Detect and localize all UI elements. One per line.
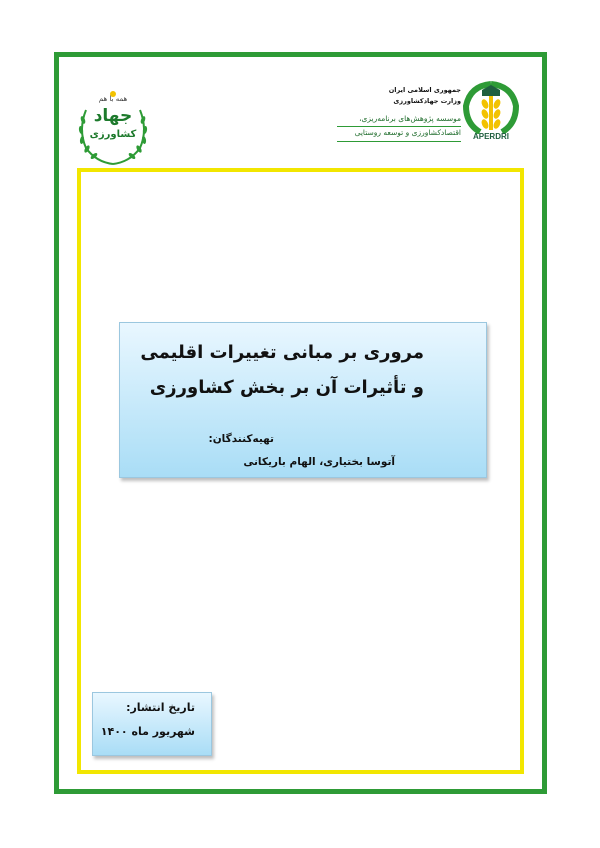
country-name: جمهوری اسلامی ایران: [388, 86, 461, 94]
publication-date-box: [92, 692, 212, 756]
institute-name-line1: موسسه پژوهش‌های برنامه‌ریزی،: [359, 114, 461, 123]
jahad-keshavarzi-logo: [72, 86, 154, 168]
report-title-line2: و تأثیرات آن بر بخش کشاورزی: [149, 377, 424, 398]
ministry-name: وزارت جهادکشاورزی: [393, 97, 461, 105]
aperdri-emblem-icon: [460, 80, 522, 134]
authors-names: آتوسا بختیاری، الهام باریکانی: [243, 456, 395, 468]
aperdri-label: APERDRI: [472, 132, 509, 141]
title-box: [119, 322, 487, 478]
institute-name-line2: اقتصادکشاورزی و توسعه روستایی: [354, 128, 461, 137]
logo-slogan: همه با هم: [98, 95, 128, 103]
logo-subname: کشاورزی: [89, 129, 137, 140]
report-title-line1: مروری بر مبانی تغییرات اقلیمی: [140, 342, 424, 363]
publication-date-value: شهریور ماه ۱۴۰۰: [100, 725, 195, 738]
divider: [337, 141, 461, 142]
publication-date-label: تاریخ انتشار:: [126, 701, 195, 714]
organization-header: [337, 85, 461, 142]
logo-name: جهاد: [93, 106, 133, 126]
aperdri-logo: [460, 80, 522, 146]
authors-label: تهیه‌کنندگان:: [208, 433, 274, 445]
